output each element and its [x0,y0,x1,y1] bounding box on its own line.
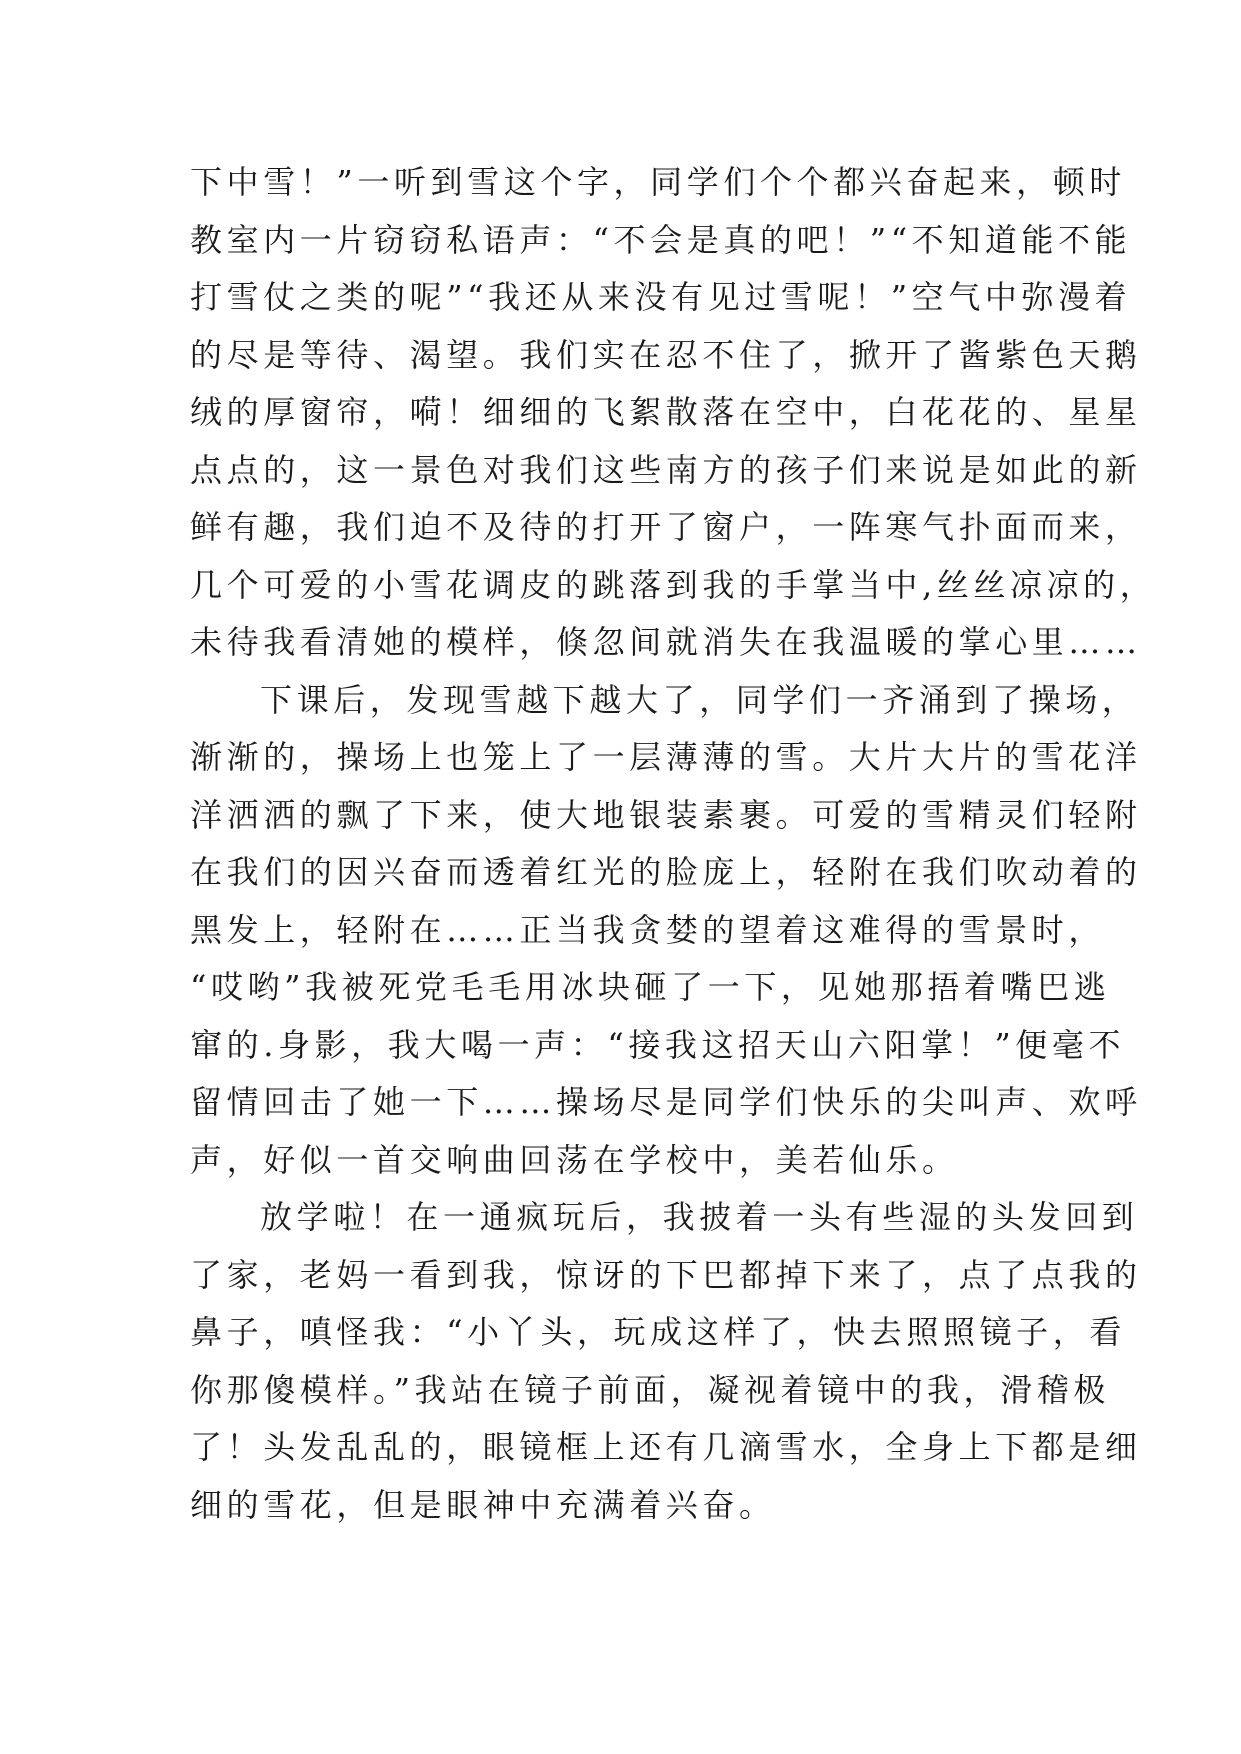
text-line: 你那傻模样。”我站在镜子前面，凝视着镜中的我，滑稽极 [190,1370,1110,1409]
paragraph-3 [190,1189,1142,1534]
text-line: 打雪仗之类的呢”“我还从来没有见过雪呢！”空气中弥漫着 [190,278,1132,316]
text-line: 绒的厚窗帘，嗬！细细的飞絮散落在空中，白花花的、星星 [190,393,1142,431]
text-line: 在我们的因兴奋而透着红光的脸庞上，轻附在我们吹动着的 [190,853,1142,891]
text-line: 留情回击了她一下……操场尽是同学们快乐的尖叫声、欢呼 [190,1083,1142,1121]
text-line: 渐渐的，操场上也笼上了一层薄薄的雪。大片大片的雪花洋 [190,738,1142,776]
text-line: 洋洒洒的飘了下来，使大地银装素裹。可爱的雪精灵们轻附 [190,795,1142,834]
text-line: 点点的，这一景色对我们这些南方的孩子们来说是如此的新 [190,450,1142,489]
text-line: 的尽是等待、渴望。我们实在忍不住了，掀开了酱紫色天鹅 [190,335,1142,374]
text-line: 鲜有趣，我们迫不及待的打开了窗户，一阵寒气扑面而来， [190,508,1142,546]
paragraph-1 [190,154,1157,672]
text-line: 下中雪！”一听到雪这个字，同学们个个都兴奋起来，顿时 [190,163,1126,201]
text-line: 声，好似一首交响曲回荡在学校中，美若仙乐。 [190,1140,959,1179]
text-line: 窜的.身影，我大喝一声：“接我这招天山六阳掌！”便毫不 [190,1025,1126,1064]
text-line: 细的雪花，但是眼神中充满着兴奋。 [190,1485,776,1524]
text-line: 了！头发乱乱的，眼镜框上还有几滴雪水，全身上下都是细 [190,1428,1142,1466]
text-line-indented: 放学啦！在一通疯玩后，我披着一头有些湿的头发回到 [260,1198,1139,1236]
paragraph-2 [190,672,1142,1190]
document-body [190,154,1157,1534]
text-line-indented: 下课后，发现雪越下越大了，同学们一齐涌到了操场， [260,680,1139,719]
text-line: 黑发上，轻附在……正当我贪婪的望着这难得的雪景时， [190,910,1106,949]
text-line: 鼻子，嗔怪我：“小丫头，玩成这样了，快去照照镜子，看 [190,1313,1126,1351]
text-line: 几个可爱的小雪花调皮的跳落到我的手掌当中,丝丝凉凉的， [190,565,1157,604]
text-line: 了家，老妈一看到我，惊讶的下巴都掉下来了，点了点我的 [190,1255,1142,1294]
text-line: “哎哟”我被死党毛毛用冰块砸了一下，见她那捂着嘴巴逃 [190,968,1111,1006]
text-line: 教室内一片窃窃私语声：“不会是真的吧！”“不知道能不能 [190,220,1132,259]
text-line: 未待我看清她的模样，倏忽间就消失在我温暖的掌心里…… [190,623,1142,661]
